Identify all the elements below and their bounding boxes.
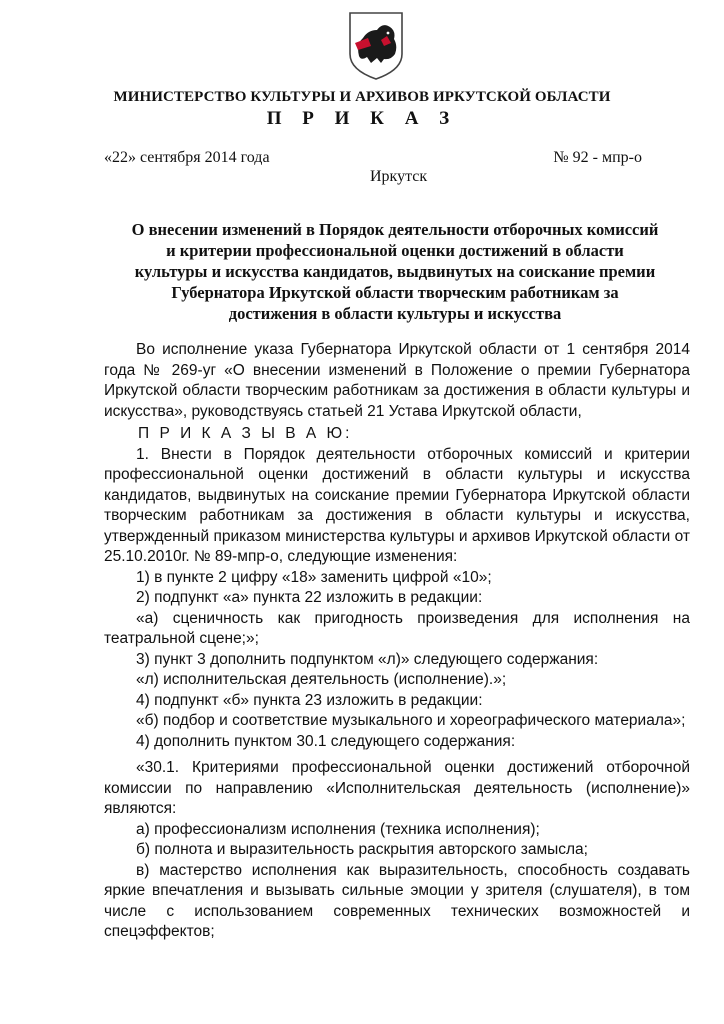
document-type: П Р И К А З <box>266 108 458 129</box>
subitem-4: 4) подпункт «б» пункта 23 изложить в редакции: <box>136 691 483 709</box>
title-line: культуры и искусства кандидатов, выдвинутых на соискание премии <box>134 262 656 281</box>
document-date: «22» сентября 2014 года <box>104 149 270 166</box>
document-body <box>104 340 690 943</box>
ministry-name: МИНИСТЕРСТВО КУЛЬТУРЫ И АРХИВОВ ИРКУТСКОЙ ОБЛАСТИ <box>113 89 611 105</box>
title-line: и критерии профессиональной оценки достижений в области <box>166 241 624 260</box>
document-city: Иркутск <box>370 168 428 185</box>
clause-30-1: «30.1. Критериями профессиональной оценки достижений отборочной комиссии по направлению «Исполнительская деятельность (исполнение)» являются: <box>104 759 690 817</box>
subitem-3-text: «л) исполнительская деятельность (исполнение).»; <box>136 671 507 688</box>
document-title <box>100 219 690 324</box>
irkutsk-coat-of-arms-icon <box>346 10 406 82</box>
subitem-2-text: «а) сценичность как пригодность произведения для исполнения на театральной сцене;»; <box>104 609 690 647</box>
subitem-1: 1) в пункте 2 цифру «18» заменить цифрой «10»; <box>136 568 492 586</box>
title-line: достижения в области культуры и искусства <box>228 304 562 323</box>
title-line: О внесении изменений в Порядок деятельности отборочных комиссий <box>131 220 659 239</box>
preamble-paragraph: Во исполнение указа Губернатора Иркутской области от 1 сентября 2014 года № 269-уг «О внесении изменений в Положение о премии Губернатора Иркутской области творческим работникам за достижения в области культуры и искусства», руководствуясь статьей 21 Устава Иркутской области, <box>104 341 690 420</box>
item-1-paragraph: 1. Внести в Порядок деятельности отборочных комиссий и критерии профессиональной оценки достижений в области культуры и искусства кандидатов, выдвинутых на соискание премии Губернатора Иркутской области творческим работникам за достижения в области культуры и искусства, утвержденный приказом министерства культуры и архивов Иркутской области от 25.10.2010г. № 89-мпр-о, следующие изменения: <box>104 445 690 565</box>
document-number: № 92 - мпр-о <box>553 149 642 166</box>
criterion-v: в) мастерство исполнения как выразительность, способность создавать яркие впечатления и вызывать сильные эмоции у зрителя (слушателя), в том числе с использованием современных технических возможностей и спецэффектов; <box>104 861 690 940</box>
criterion-a: а) профессионализм исполнения (техника исполнения); <box>136 820 540 838</box>
subitem-2: 2) подпункт «а» пункта 22 изложить в редакции: <box>136 589 483 606</box>
criterion-b: б) полнота и выразительность раскрытия авторского замысла; <box>136 841 588 858</box>
title-line: Губернатора Иркутской области творческим работникам за <box>171 283 619 302</box>
subitem-3: 3) пункт 3 дополнить подпунктом «л)» следующего содержания: <box>136 650 599 668</box>
subitem-4-text: «б) подбор и соответствие музыкального и хореографического материала»; <box>136 712 686 729</box>
subitem-5: 4) дополнить пунктом 30.1 следующего содержания: <box>136 732 516 750</box>
decree-heading: П Р И К А З Ы В А Ю: <box>138 425 353 442</box>
